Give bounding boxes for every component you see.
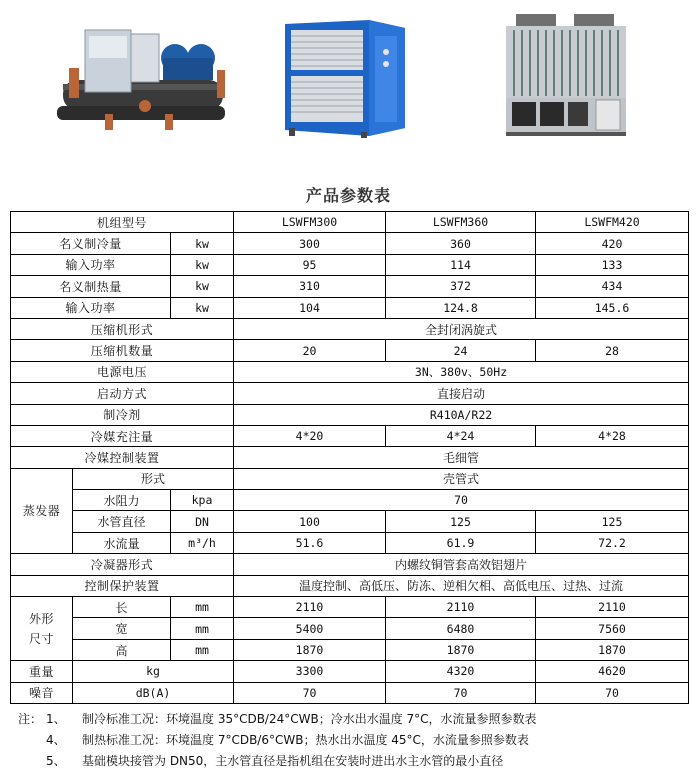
dimensions-label-line2: 尺寸 — [28, 631, 54, 646]
value-cell: 145.6 — [536, 297, 689, 318]
value-cell: 全封闭涡旋式 — [234, 318, 689, 339]
row-unit: mm — [171, 597, 234, 618]
table-row — [11, 639, 689, 660]
row-label: 水流量 — [73, 532, 171, 553]
value-cell: 直接启动 — [234, 383, 689, 404]
row-label: 名义制热量 — [11, 276, 171, 297]
table-row — [11, 425, 689, 446]
row-label: 压缩机形式 — [11, 318, 234, 339]
model-cell: LSWFM420 — [536, 212, 689, 233]
table-row — [11, 575, 689, 596]
value-cell: 4320 — [386, 661, 536, 682]
row-label: 名义制冷量 — [11, 233, 171, 254]
value-cell: 2110 — [234, 597, 386, 618]
table-row — [11, 383, 689, 404]
value-cell: 70 — [234, 490, 689, 511]
row-unit: DN — [171, 511, 234, 532]
value-cell: 310 — [234, 276, 386, 297]
note-number: 5、 — [46, 754, 66, 768]
value-cell: 300 — [234, 233, 386, 254]
value-cell: 360 — [386, 233, 536, 254]
table-row — [11, 340, 689, 361]
row-unit: dB(A) — [73, 682, 234, 703]
row-label: 宽 — [73, 618, 171, 639]
table-row — [11, 490, 689, 511]
row-label: 噪音 — [11, 682, 73, 703]
value-cell: 2110 — [536, 597, 689, 618]
row-unit: kw — [171, 276, 234, 297]
note-text: 制冷标准工况：环境温度 35°CDB/24°CWB；冷水出水温度 7°C，水流量参照参数表 — [82, 712, 537, 726]
table-header-row — [11, 212, 689, 233]
row-label: 长 — [73, 597, 171, 618]
notes-prefix: 注： — [18, 712, 43, 726]
product-photos — [0, 0, 697, 150]
row-unit: mm — [171, 618, 234, 639]
screw-water-chiller-photo — [45, 18, 235, 136]
row-unit: mm — [171, 639, 234, 660]
value-cell: 51.6 — [234, 532, 386, 553]
value-cell: 70 — [386, 682, 536, 703]
table-row — [11, 254, 689, 275]
modular-air-cooled-unit-photo — [496, 10, 636, 138]
table-row — [11, 276, 689, 297]
model-cell: LSWFM300 — [234, 212, 386, 233]
row-label: 控制保护装置 — [11, 575, 234, 596]
value-cell: 6480 — [386, 618, 536, 639]
row-unit: kpa — [171, 490, 234, 511]
row-label: 冷媒充注量 — [11, 425, 234, 446]
value-cell: 125 — [386, 511, 536, 532]
box-air-cooled-chiller-photo — [277, 18, 409, 138]
value-cell: 1870 — [234, 639, 386, 660]
row-unit: kw — [171, 254, 234, 275]
value-cell: 毛细管 — [234, 447, 689, 468]
spec-table — [10, 211, 689, 704]
note-item — [18, 751, 537, 772]
value-cell: 5400 — [234, 618, 386, 639]
row-label: 启动方式 — [11, 383, 234, 404]
value-cell: 4*28 — [536, 425, 689, 446]
notes — [18, 709, 537, 772]
table-row — [11, 532, 689, 553]
dimensions-label-line1: 外形 — [28, 611, 54, 626]
row-unit: kw — [171, 297, 234, 318]
value-cell: 内螺纹铜管套高效铝翅片 — [234, 554, 689, 575]
table-row — [11, 447, 689, 468]
model-label: 机组型号 — [11, 212, 234, 233]
value-cell: 4620 — [536, 661, 689, 682]
value-cell: 4*20 — [234, 425, 386, 446]
row-label: 电源电压 — [11, 361, 234, 382]
value-cell: 3N、380v、50Hz — [234, 361, 689, 382]
row-label: 形式 — [73, 468, 234, 489]
table-row — [11, 597, 689, 618]
model-cell: LSWFM360 — [386, 212, 536, 233]
value-cell: 28 — [536, 340, 689, 361]
value-cell: 95 — [234, 254, 386, 275]
note-number: 1、 — [46, 712, 66, 726]
value-cell: 125 — [536, 511, 689, 532]
table-row — [11, 361, 689, 382]
row-label: 高 — [73, 639, 171, 660]
table-row — [11, 661, 689, 682]
value-cell: 434 — [536, 276, 689, 297]
row-label: 压缩机数量 — [11, 340, 234, 361]
table-row — [11, 554, 689, 575]
note-number: 4、 — [46, 733, 66, 747]
table-row — [11, 404, 689, 425]
value-cell: 温度控制、高低压、防冻、逆相欠相、高低电压、过热、过流 — [234, 575, 689, 596]
table-row — [11, 618, 689, 639]
group-label-evaporator: 蒸发器 — [11, 468, 73, 554]
table-row — [11, 511, 689, 532]
value-cell: 124.8 — [386, 297, 536, 318]
row-label: 水管直径 — [73, 511, 171, 532]
value-cell: 7560 — [536, 618, 689, 639]
row-label: 输入功率 — [11, 297, 171, 318]
group-label-dimensions — [11, 597, 73, 661]
value-cell: 2110 — [386, 597, 536, 618]
table-row — [11, 297, 689, 318]
row-label: 制冷剂 — [11, 404, 234, 425]
value-cell: 4*24 — [386, 425, 536, 446]
value-cell: 20 — [234, 340, 386, 361]
value-cell: 133 — [536, 254, 689, 275]
note-item — [18, 709, 537, 730]
note-text: 基础模块接管为 DN50，主水管直径是指机组在安装时进出水主水管的最小直径 — [82, 754, 504, 768]
note-text: 制热标准工况：环境温度 7°CDB/6°CWB；热水出水温度 45°C，水流量参照参数表 — [82, 733, 529, 747]
table-row — [11, 318, 689, 339]
value-cell: 24 — [386, 340, 536, 361]
table-row — [11, 233, 689, 254]
value-cell: 3300 — [234, 661, 386, 682]
row-label: 输入功率 — [11, 254, 171, 275]
table-row — [11, 468, 689, 489]
value-cell: 61.9 — [386, 532, 536, 553]
row-unit: kw — [171, 233, 234, 254]
value-cell: 372 — [386, 276, 536, 297]
row-unit: m³/h — [171, 532, 234, 553]
row-label: 水阻力 — [73, 490, 171, 511]
value-cell: 壳管式 — [234, 468, 689, 489]
row-label: 冷媒控制装置 — [11, 447, 234, 468]
value-cell: 70 — [234, 682, 386, 703]
value-cell: 104 — [234, 297, 386, 318]
value-cell: R410A/R22 — [234, 404, 689, 425]
value-cell: 1870 — [386, 639, 536, 660]
row-label: 冷凝器形式 — [11, 554, 234, 575]
value-cell: 72.2 — [536, 532, 689, 553]
value-cell: 420 — [536, 233, 689, 254]
value-cell: 114 — [386, 254, 536, 275]
row-unit: kg — [73, 661, 234, 682]
value-cell: 100 — [234, 511, 386, 532]
page-title: 产品参数表 — [305, 186, 391, 205]
table-row — [11, 682, 689, 703]
value-cell: 1870 — [536, 639, 689, 660]
note-item — [18, 730, 537, 751]
row-label: 重量 — [11, 661, 73, 682]
value-cell: 70 — [536, 682, 689, 703]
